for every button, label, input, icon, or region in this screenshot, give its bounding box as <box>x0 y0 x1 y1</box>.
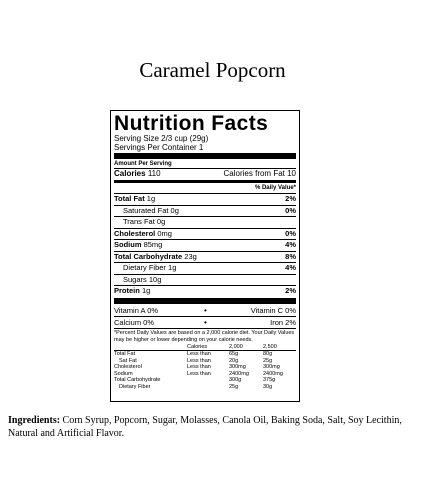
nutrient-name: Cholesterol <box>114 228 156 238</box>
bullet-dot: • <box>204 317 207 327</box>
table-cell: 80g <box>263 351 273 358</box>
table-cell: Total Fat <box>114 351 136 358</box>
nutrient-name: Protein <box>114 286 140 295</box>
table-row <box>114 358 296 365</box>
table-cell: 30g <box>263 384 273 391</box>
table-cell: 2,500 <box>263 344 296 351</box>
table-cell: Dietary Fiber <box>119 384 151 391</box>
table-cell: 300mg <box>229 364 246 371</box>
table-row <box>114 351 296 358</box>
table-cell: Total Carbohydrate <box>114 377 161 384</box>
nutrient-name: Sugars <box>123 274 147 284</box>
nutrient-amount: 23g <box>184 251 197 261</box>
nutrient-amount: 1g <box>146 194 156 203</box>
nutrient-row-sugars <box>114 274 296 286</box>
nutrient-dv: 4% <box>285 263 296 272</box>
nutrient-amount: 0g <box>170 205 179 215</box>
table-cell: Less than <box>187 351 211 358</box>
table-header-row <box>114 344 296 351</box>
table-cell: Less than <box>187 357 211 364</box>
table-cell: Less than <box>187 364 211 371</box>
daily-value-table <box>114 344 296 391</box>
table-row <box>114 364 296 371</box>
nutrient-row-total-fat <box>114 193 296 205</box>
table-row <box>114 371 296 378</box>
table-cell: Cholesterol <box>114 364 142 371</box>
nutrient-amount: 1g <box>168 263 177 272</box>
table-cell: 375g <box>263 377 276 384</box>
ingredients-label: Ingredients: <box>8 415 61 426</box>
table-cell <box>187 377 229 384</box>
nutrient-row-saturated-fat <box>114 205 296 217</box>
thick-divider <box>114 153 296 159</box>
calories-from-fat: Calories from Fat 10 <box>223 169 296 178</box>
table-cell: Calories <box>187 344 229 351</box>
table-row <box>114 384 296 391</box>
nutrient-row-total-carbohydrate <box>114 251 296 263</box>
nutrient-dv: 4% <box>285 240 296 249</box>
nutrient-amount: 0mg <box>157 228 172 238</box>
nutrient-row-dietary-fiber <box>114 262 296 274</box>
nutrient-dv: 0% <box>285 228 296 238</box>
nutrient-name: Total Fat <box>114 194 145 203</box>
nutrient-name: Dietary Fiber <box>123 263 166 272</box>
table-cell: Less than <box>187 370 211 377</box>
table-cell: 2400mg <box>263 370 283 377</box>
nutrient-name: Trans Fat <box>123 217 155 226</box>
table-cell: 2400mg <box>229 370 249 377</box>
amount-per-serving: Amount Per Serving <box>114 161 172 167</box>
daily-value-header: % Daily Value* <box>254 185 296 191</box>
nutrient-name: Sodium <box>114 240 142 249</box>
product-title: Caramel Popcorn <box>139 58 286 82</box>
serving-size: Serving Size 2/3 cup (29g) <box>114 134 209 143</box>
table-cell: 65g <box>229 351 239 358</box>
nutrient-dv: 2% <box>285 194 296 203</box>
nutrient-amount: 1g <box>141 286 151 295</box>
table-row <box>114 377 296 384</box>
vitamin-left: Vitamin A 0% <box>114 305 159 315</box>
servings-per-container: Servings Per Container 1 <box>114 143 204 152</box>
daily-value-footnote: *Percent Daily Values are based on a 2,000 calorie diet. Your Daily Values may be higher or lower depending on your calorie needs. <box>114 329 295 343</box>
calories-row <box>114 168 296 179</box>
vitamin-row <box>114 305 296 316</box>
table-cell: 25g <box>229 384 239 391</box>
table-cell: 20g <box>229 357 239 364</box>
nutrient-amount: 0g <box>156 217 166 226</box>
vitamin-left: Calcium 0% <box>114 317 155 327</box>
medium-divider <box>114 180 296 183</box>
nutrient-row-protein <box>114 285 296 297</box>
calories-label: Calories <box>114 169 146 178</box>
nutrient-dv: 8% <box>285 251 296 261</box>
nutrient-name: Saturated Fat <box>123 205 169 215</box>
thick-divider <box>114 298 296 304</box>
vitamin-right: Iron 2% <box>270 317 296 327</box>
table-cell <box>187 384 229 391</box>
nutrient-dv: 0% <box>285 205 296 215</box>
table-cell: Sodium <box>114 370 133 377</box>
nutrient-dv: 2% <box>285 286 296 295</box>
calories-value: 110 <box>147 169 161 178</box>
table-cell: Sat Fat <box>119 357 137 364</box>
nutrient-row-trans-fat <box>114 216 296 228</box>
vitamin-right: Vitamin C 0% <box>250 305 296 315</box>
nutrition-facts-title: Nutrition Facts <box>114 112 269 135</box>
table-cell: 300g <box>229 377 242 384</box>
table-cell: 2,000 <box>229 344 263 351</box>
bullet-dot: • <box>204 305 207 315</box>
ingredients-statement <box>8 414 423 440</box>
table-cell: 25g <box>263 357 273 364</box>
nutrient-amount: 10g <box>148 274 162 284</box>
nutrient-amount: 85mg <box>143 240 163 249</box>
nutrient-row-sodium <box>114 239 296 251</box>
nutrition-label <box>110 110 300 402</box>
ingredients-text: Corn Syrup, Popcorn, Sugar, Molasses, Canola Oil, Baking Soda, Salt, Soy Lecithin, Natural and Artificial Flavor. <box>8 415 402 439</box>
table-cell <box>114 344 187 351</box>
nutrient-name: Total Carbohydrate <box>114 251 183 261</box>
nutrient-row-cholesterol <box>114 228 296 240</box>
vitamin-row <box>114 316 296 328</box>
table-cell: 300mg <box>263 364 280 371</box>
